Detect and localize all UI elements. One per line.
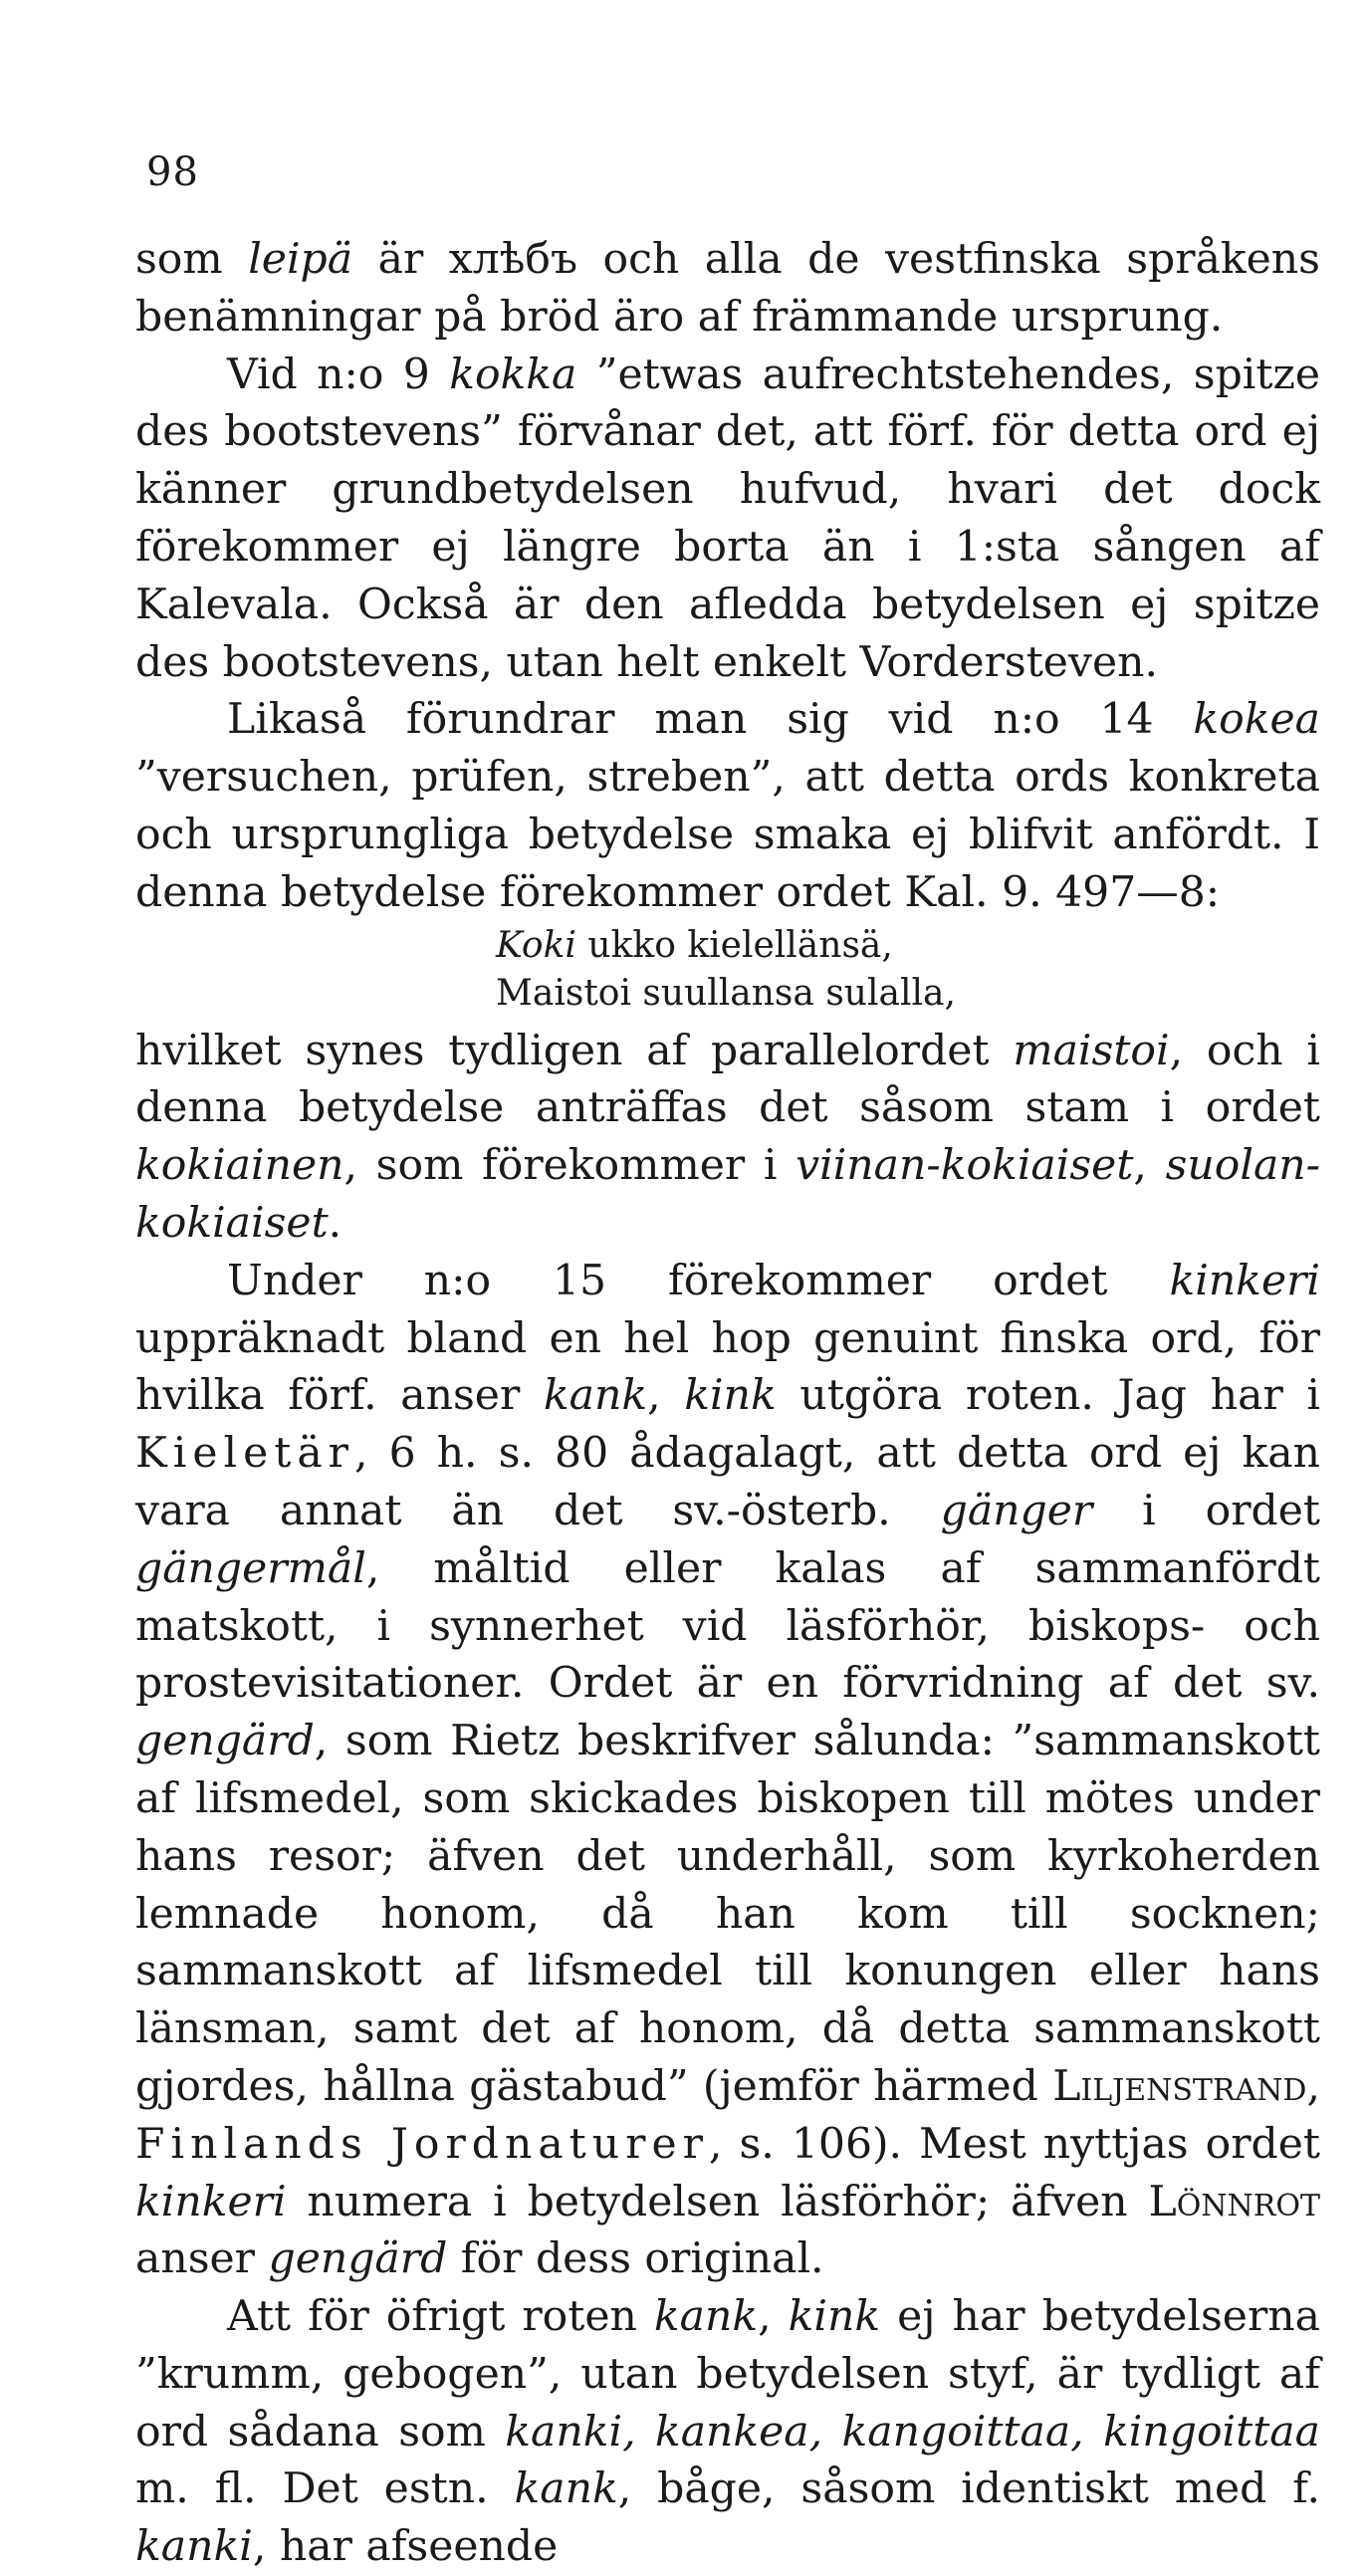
text-span: i ordet xyxy=(1092,1486,1320,1535)
italic-term: kokiainen xyxy=(135,1141,344,1191)
paragraph-5 xyxy=(135,1253,1320,2288)
text-span: Vid n:o 9 xyxy=(227,350,450,399)
text-span: uppräknadt bland en hel hop genuint finska ord, för hvilka förf. anser xyxy=(135,1313,1320,1421)
italic-term: kinkeri xyxy=(1169,1256,1320,1305)
text-span: , 6 h. s. 80 ådagalagt, att detta ord ej kan vara annat än det sv.-österb. xyxy=(135,1429,1320,1535)
text-span: , som förekommer i xyxy=(343,1141,797,1191)
text-span: ”etwas aufrechtstehendes, spitze des bootstevens” förvånar det, att förf. för detta ord ej känner grundbetydelsen hufvud, hvari det dock förekommer ej längre borta än i 1:sta sången af Kalevala. Också är den afledda betydelsen ej spitze des bootstevens, utan helt enkelt Vordersteven. xyxy=(135,350,1320,687)
italic-term: Koki xyxy=(496,924,576,966)
page-number: 98 xyxy=(146,149,199,195)
text-span: anser xyxy=(135,2234,269,2284)
italic-term: maistoi xyxy=(1013,1026,1170,1075)
italic-term: kink xyxy=(684,1371,777,1421)
quote-line-1 xyxy=(135,922,1320,970)
text-span: , båge, såsom identiskt med f. xyxy=(617,2464,1320,2514)
paragraph-3 xyxy=(135,691,1320,921)
text-span: , och i denna betydelse anträffas det såsom stam i ordet xyxy=(135,1026,1320,1133)
spaced-title: Finlands Jordnaturer xyxy=(135,2119,709,2169)
body-text xyxy=(135,231,1320,2576)
text-span: utgöra roten. Jag har i xyxy=(776,1371,1320,1421)
text-span: ”versuchen, prüfen, streben”, att detta ords konkreta och ursprungliga betydelse smaka ej blifvit anfördt. I denna betydelse förekommer ordet Kal. 9. 497—8: xyxy=(135,753,1320,917)
text-span: numera i betydelsen läsförhör; äfven xyxy=(286,2177,1149,2226)
text-span: . xyxy=(328,1198,342,1248)
text-span: Under n:o 15 förekommer ordet xyxy=(227,1256,1170,1305)
text-span: , måltid eller kalas af sammanfördt matskott, i synnerhet vid läsförhör, biskops- och prostevisitationer. Ordet är en förvridning af det sv. xyxy=(135,1543,1320,1709)
paragraph-6 xyxy=(135,2288,1320,2576)
text-span: hvilket synes tydligen af parallelordet xyxy=(135,1026,1014,1075)
italic-term: kanki, kankea, kangoittaa, kingoittaa xyxy=(505,2407,1320,2457)
italic-term: kank xyxy=(514,2464,618,2514)
italic-term: gänger xyxy=(940,1486,1093,1535)
text-span: för dess original. xyxy=(447,2234,824,2284)
italic-term: viinan-kokiaiset xyxy=(796,1141,1134,1191)
italic-term: kokea xyxy=(1193,695,1320,745)
paragraph-1 xyxy=(135,231,1320,347)
italic-term: gengärd xyxy=(135,1717,315,1766)
italic-term: kink xyxy=(788,2292,881,2342)
text-span: , xyxy=(758,2292,789,2342)
text-span: , xyxy=(647,1371,685,1421)
text-span: ukko kielellänsä, xyxy=(575,924,893,966)
quote-line-2: Maistoi suullansa sulalla, xyxy=(496,972,956,1014)
text-span: , xyxy=(1306,2061,1320,2111)
text-span: , xyxy=(1133,1141,1166,1191)
paragraph-4 xyxy=(135,1023,1320,1253)
text-span: m. fl. Det estn. xyxy=(135,2464,515,2514)
text-span: Likaså förundrar man sig vid n:o 14 xyxy=(227,695,1194,745)
text-span: är хлѣбъ och alla de vestfinska språkens benämningar på bröd äro af främmande ursprung. xyxy=(135,235,1320,342)
italic-term: kank xyxy=(543,1371,648,1421)
text-span: , har afseende xyxy=(252,2522,559,2572)
text-span: , som Rietz beskrifver sålunda: ”sammanskott af lifsmedel, som skickades biskopen till mötes under hans resor; äfven det underhåll, som kyrkoherden lemnade honom, då han kom till socknen; sammanskott af lifsmedel till konungen eller hans länsman, samt det af honom, då detta sammanskott gjordes, hållna gästabud” (jemför härmed xyxy=(135,1717,1320,2111)
text-span: , s. 106). Mest nyttjas ordet xyxy=(708,2119,1320,2169)
italic-term: gängermål xyxy=(135,1543,366,1593)
text-span: Att för öfrigt roten xyxy=(227,2292,654,2342)
italic-term: leipä xyxy=(248,235,353,284)
author-name: Liljenstrand xyxy=(1052,2061,1307,2111)
italic-term: kank xyxy=(653,2292,759,2342)
text-span: ej har betydelserna ”krumm, gebogen”, utan betydelsen styf, är tydligt af ord sådana som xyxy=(135,2292,1320,2457)
italic-term: gengärd xyxy=(268,2234,448,2284)
spaced-title: Kieletär xyxy=(135,1429,354,1479)
paragraph-2 xyxy=(135,347,1320,692)
italic-term: kanki xyxy=(135,2522,253,2572)
italic-term: kinkeri xyxy=(135,2177,287,2226)
italic-term: kokka xyxy=(449,350,577,399)
author-name: Lönnrot xyxy=(1148,2177,1320,2226)
text-span: som xyxy=(135,235,249,284)
italic-term: suolan-kokiaiset xyxy=(135,1141,1321,1248)
